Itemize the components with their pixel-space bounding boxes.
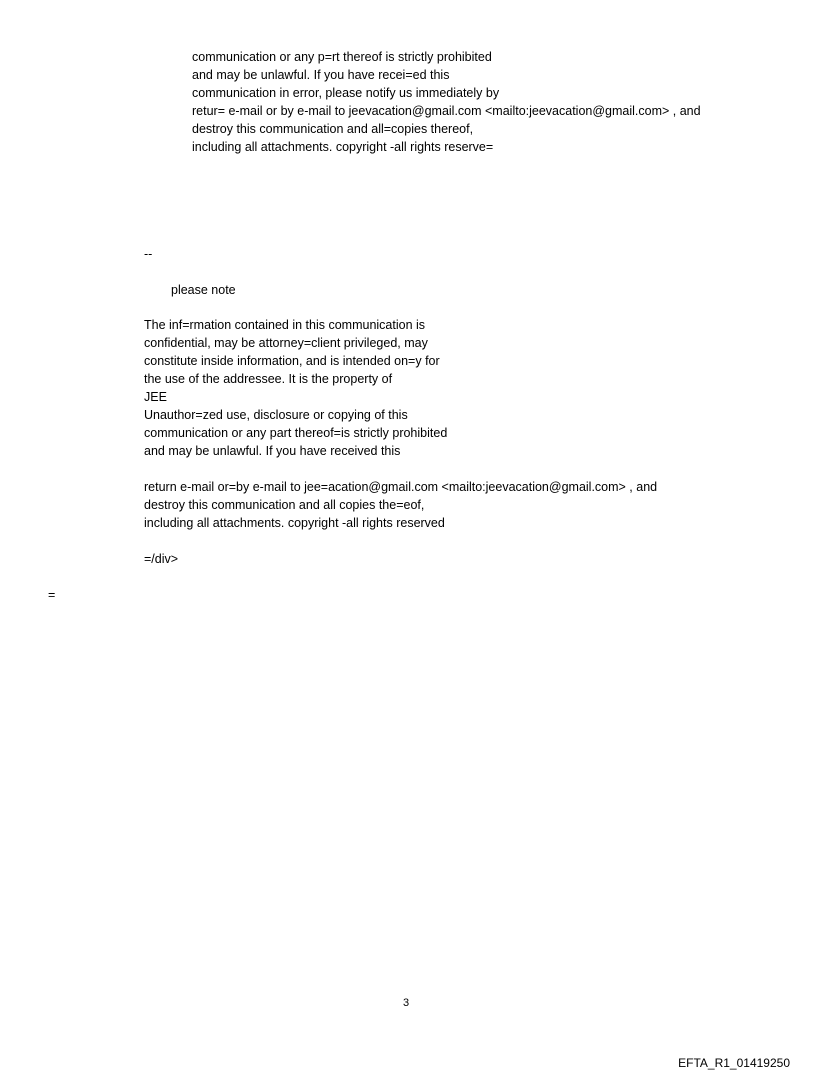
stray-equals-sign: =: [48, 588, 56, 602]
please-note-heading: please note: [171, 283, 236, 297]
return-line-2: destroy this communication and all copies the=eof,: [144, 498, 425, 512]
notice-line-6: Unauthor=zed use, disclosure or copying of this: [144, 408, 408, 422]
return-line-3: including all attachments. copyright -all rights reserved: [144, 516, 445, 530]
notice-line-5: JEE: [144, 390, 167, 404]
notice-line-2: confidential, may be attorney=client privileged, may: [144, 336, 428, 350]
notice-line-7: communication or any part thereof=is strictly prohibited: [144, 426, 448, 440]
signature-separator: --: [144, 247, 153, 261]
indented-line-5: destroy this communication and all=copies thereof,: [192, 122, 474, 136]
indented-line-4: retur= e-mail or by e-mail to jeevacation@gmail.com <mailto:jeevacation@gmail.com> , and: [192, 104, 701, 118]
notice-line-3: constitute inside information, and is intended on=y for: [144, 354, 440, 368]
indented-line-3: communication in error, please notify us immediately by: [192, 86, 500, 100]
notice-line-8: and may be unlawful. If you have received this: [144, 444, 401, 458]
indented-line-1: communication or any p=rt thereof is strictly prohibited: [192, 50, 492, 64]
indented-line-6: including all attachments. copyright -all rights reserve=: [192, 140, 494, 154]
return-line-1: return e-mail or=by e-mail to jee=acation@gmail.com <mailto:jeevacation@gmail.com> , and: [144, 480, 658, 494]
notice-line-1: The inf=rmation contained in this communication is: [144, 318, 426, 332]
closing-div-fragment: =/div>: [144, 552, 179, 566]
notice-line-4: the use of the addressee. It is the property of: [144, 372, 393, 386]
page-number: 3: [403, 997, 410, 1009]
bates-number: EFTA_R1_01419250: [678, 1056, 790, 1070]
indented-line-2: and may be unlawful. If you have recei=ed this: [192, 68, 450, 82]
